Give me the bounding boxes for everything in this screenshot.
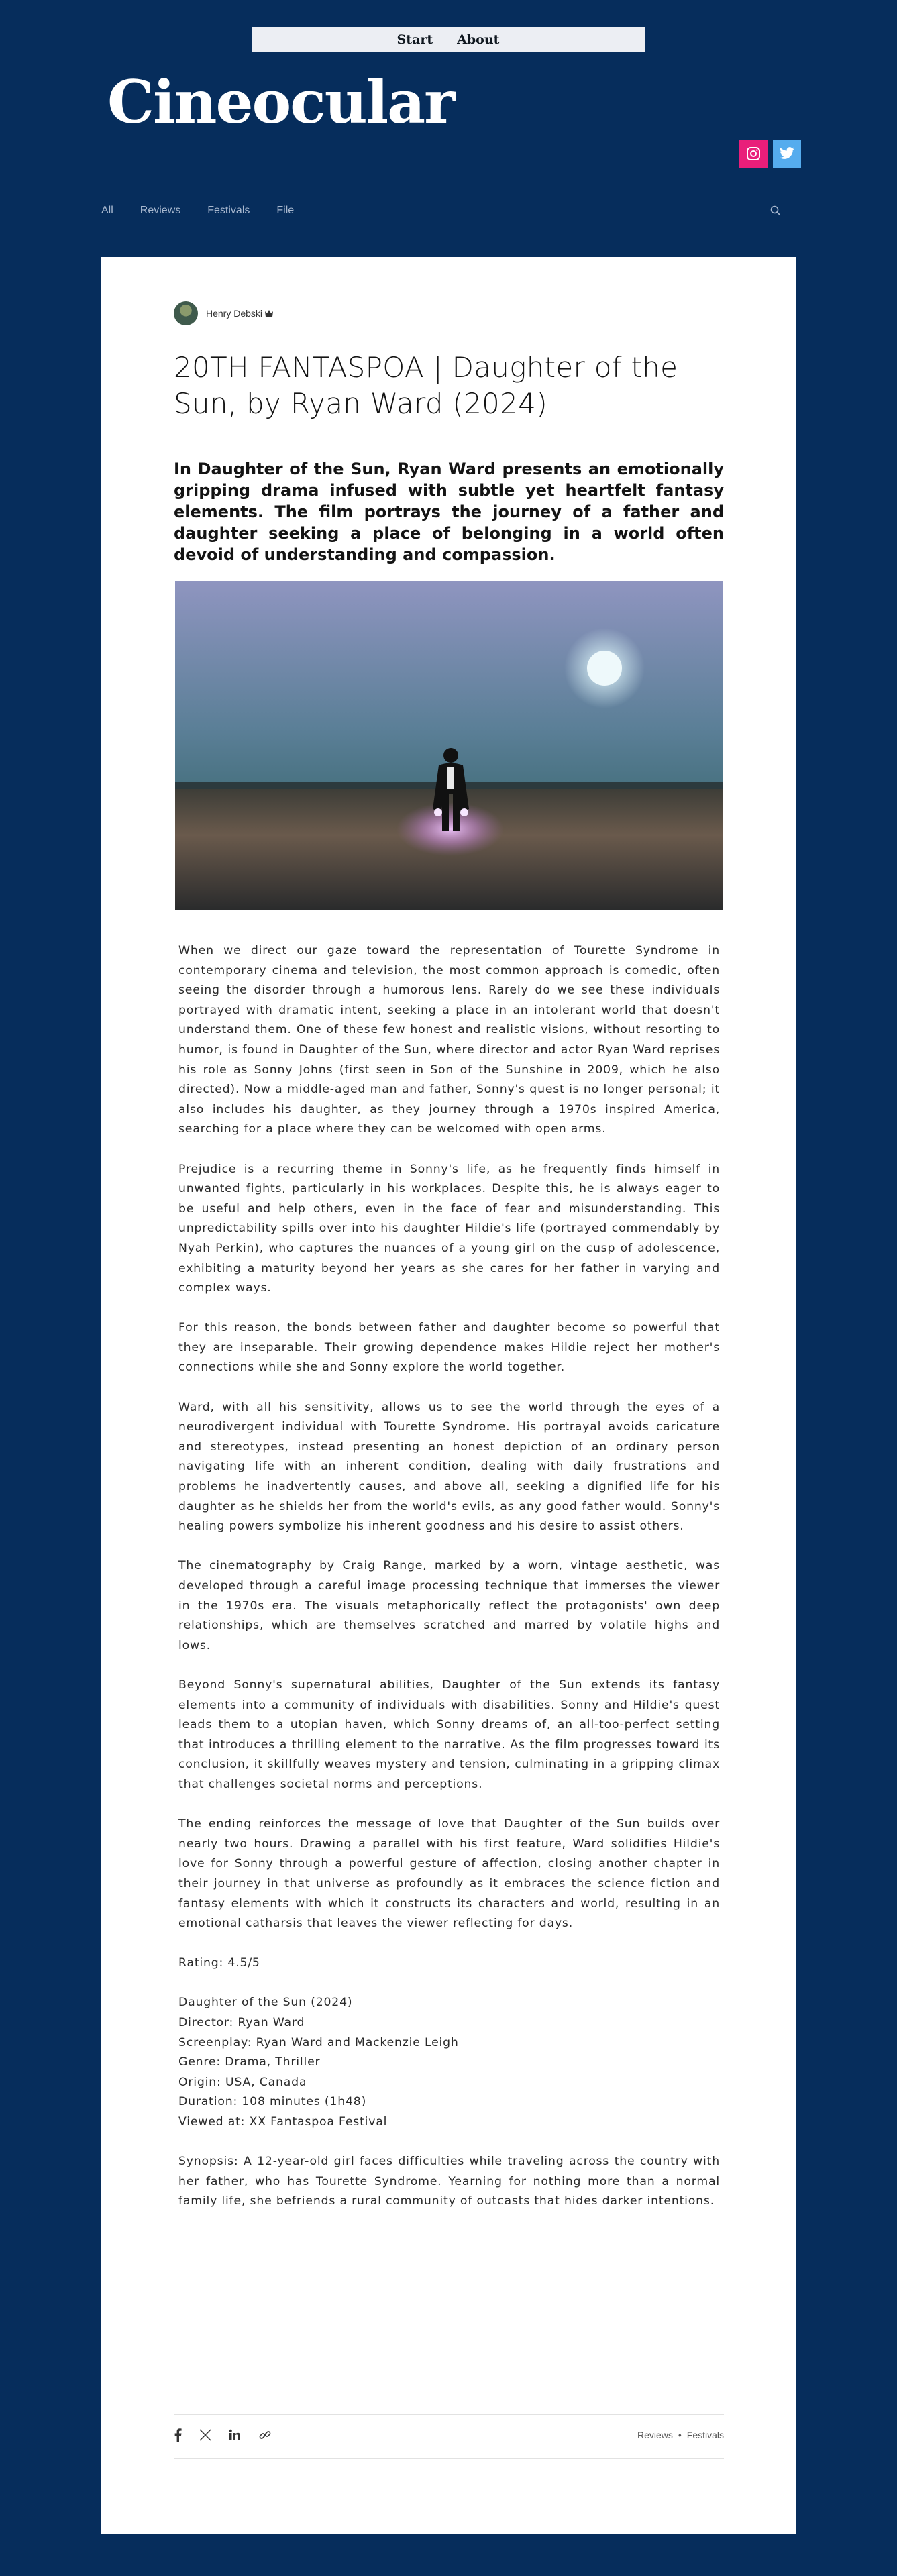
linkedin-icon[interactable] bbox=[229, 2429, 241, 2441]
tag-separator: • bbox=[678, 2430, 682, 2440]
search-icon[interactable] bbox=[770, 205, 781, 219]
film-info-screenplay: Screenplay: Ryan Ward and Mackenzie Leigh bbox=[178, 2035, 459, 2049]
menu-start[interactable]: Start bbox=[397, 32, 433, 47]
top-menu bbox=[252, 27, 645, 52]
nav-file[interactable]: File bbox=[276, 205, 295, 216]
share-bar bbox=[174, 2414, 724, 2459]
paragraph: When we direct our gaze toward the representation of Tourette Syndrome in contemporary cinema and television, the most common approach is comedic, often seeing the disorder through a humorous lens. Rarely do we see these individuals portrayed with dramatic intent, seeking a place in an intolerant world that doesn't understand them. One of these few honest and realistic visions, without resorting to humor, is found in Daughter of the Sun, where director and actor Ryan Ward reprises his role as Sonny Johns (first seen in Son of the Sunshine in 2009, which he also directed). Now a middle-aged man and father, Sonny's quest is no longer personal; it also includes his daughter, as they journey through a 1970s inspired America, searching for a place where they can be welcomed with open arms. bbox=[178, 944, 720, 1136]
rating: Rating: 4.5/5 bbox=[178, 1956, 260, 1970]
post-body bbox=[178, 941, 720, 2232]
synopsis: Synopsis: A 12-year-old girl faces difficulties while traveling across the country with her father, who has Tourette Syndrome. Yearning for nothing more than a normal family life, she befriends a rural community of outcasts that hides darker intentions. bbox=[178, 2155, 720, 2208]
link-icon[interactable] bbox=[258, 2428, 272, 2442]
share-icons bbox=[174, 2428, 272, 2442]
film-info-origin: Origin: USA, Canada bbox=[178, 2075, 307, 2089]
twitter-icon[interactable] bbox=[773, 140, 801, 168]
x-icon[interactable] bbox=[199, 2429, 211, 2441]
blog-nav bbox=[101, 205, 294, 217]
film-info-viewed: Viewed at: XX Fantaspoa Festival bbox=[178, 2115, 388, 2129]
film-info-title: Daughter of the Sun (2024) bbox=[178, 1996, 353, 2010]
paragraph: Ward, with all his sensitivity, allows us to see the world through the eyes of a neurodivergent individual with Tourette Syndrome. His portrayal avoids caricature and stereotypes, instead presenting an honest depiction of an ordinary person navigating life with an inherent condition, dealing with daily frustrations and problems he inadvertently causes, and above all, seeking a dignified life for his daughter as he shields her from the world's evils, as any good father would. Sonny's healing powers symbolize his inherent goodness and his desire to assist others. bbox=[178, 1400, 720, 1534]
paragraph: The ending reinforces the message of love that Daughter of the Sun builds over nearly two hours. Drawing a parallel with his first feature, Ward solidifies Hildie's love for Sonny through a powerful gesture of affection, closing another chapter in their journey in that universe as profoundly as it embraces the science fiction and fantasy elements with which it constructs its characters and world, resulting in an emotional catharsis that leaves the viewer reflecting for days. bbox=[178, 1817, 720, 1931]
post-lede: In Daughter of the Sun, Ryan Ward presents an emotionally gripping drama infused with subtle yet heartfelt fantasy elements. The film portrays the journey of a father and daughter seeking a place of belonging in a world often devoid of understanding and compassion. bbox=[174, 460, 724, 564]
author-info bbox=[174, 301, 273, 325]
paragraph: For this reason, the bonds between father and daughter become so powerful that they are inseparable. Their growing dependence makes Hildie reject her mother's connections while she and Sonny explore the world together. bbox=[178, 1321, 720, 1375]
tag-reviews[interactable]: Reviews bbox=[637, 2430, 673, 2440]
post-title: 20TH FANTASPOA | Daughter of the Sun, by Ryan Ward (2024) bbox=[174, 351, 678, 420]
paragraph: Prejudice is a recurring theme in Sonny's life, as he frequently finds himself in unwanted fights, particularly in his workplaces. Despite this, he is always eager to be useful and help others, even in the face of fear and misunderstanding. This unpredictability spills over into his daughter Hildie's life (portrayed commendably by Nyah Perkin), who captures the nuances of a young girl on the cusp of adolescence, exhibiting a maturity beyond her years as she cares for her father in varying and complex ways. bbox=[178, 1162, 720, 1295]
hero-image bbox=[175, 581, 723, 910]
instagram-icon[interactable] bbox=[739, 140, 768, 168]
tag-festivals[interactable]: Festivals bbox=[686, 2430, 724, 2440]
film-info-duration: Duration: 108 minutes (1h48) bbox=[178, 2095, 367, 2109]
paragraph: The cinematography by Craig Range, marked by a worn, vintage aesthetic, was developed through a careful image processing technique that immerses the viewer in the 1970s era. The visuals metaphorically reflect the protagonists' own deep relationships, which are themselves scratched and marred by volatile highs and lows. bbox=[178, 1559, 720, 1652]
site-title[interactable]: Cineocular bbox=[107, 67, 454, 137]
film-info-genre: Genre: Drama, Thriller bbox=[178, 2055, 321, 2070]
facebook-icon[interactable] bbox=[174, 2428, 182, 2442]
nav-festivals[interactable]: Festivals bbox=[207, 205, 250, 216]
paragraph: Beyond Sonny's supernatural abilities, Daughter of the Sun extends its fantasy elements into a community of individuals with disabilities. Sonny and Hildie's quest leads them to a utopian haven, which Sonny dreams of, an all-too-perfect setting that introduces a thrilling element to the narrative. As the film progresses toward its conclusion, it skillfully weaves mystery and tension, culminating in a gripping climax that challenges societal norms and perceptions. bbox=[178, 1678, 720, 1791]
author-name[interactable]: Henry Debski bbox=[206, 308, 273, 319]
avatar[interactable] bbox=[174, 301, 198, 325]
menu-about[interactable]: About bbox=[457, 32, 500, 47]
social-links bbox=[739, 140, 801, 168]
crown-icon bbox=[265, 308, 273, 319]
nav-reviews[interactable]: Reviews bbox=[140, 205, 181, 216]
post-tags bbox=[637, 2430, 724, 2440]
film-info-director: Director: Ryan Ward bbox=[178, 2016, 305, 2030]
post-card bbox=[101, 257, 796, 2534]
nav-all[interactable]: All bbox=[101, 205, 113, 216]
